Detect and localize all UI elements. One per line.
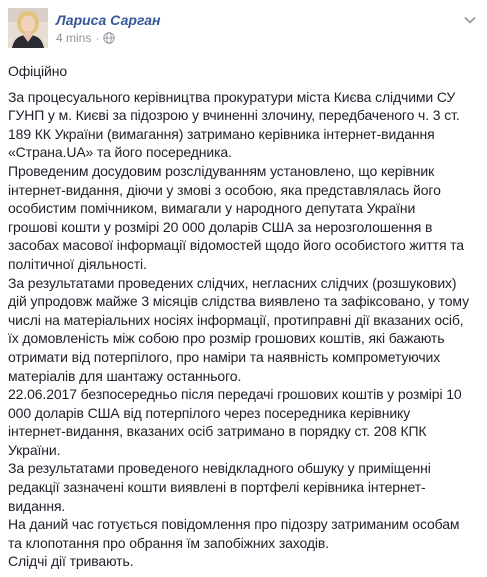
author-name[interactable]: Лариса Сарган — [56, 12, 161, 28]
post-body — [8, 62, 480, 571]
post-paragraph: За результатами проведених слідчих, негласних слідчих (розшукових) дій упродовж майже 3 місяців слідства виявлено та зафіксовано, у тому числі на матеріальних носіях інформації, протиправні дії вказаних осіб, їх домовленість між собою про розмір грошових коштів, які бажають отримати від потерпілого, про наміри та наявність компрометуючих матеріалів для шантажу останнього. — [8, 274, 469, 384]
globe-icon[interactable] — [103, 32, 115, 44]
post-paragraph: За процесуального керівництва прокуратури міста Києва слідчими СУ ГУНП у м. Києві за підозрою у вчиненні злочину, передбаченого ч. 3 ст. 189 КК України (вимагання) затримано керівника інтернет-видання «Страна.UA» та його посередника. — [8, 88, 460, 161]
separator-dot: · — [95, 31, 100, 45]
post-paragraph: Слідчі дії тривають. — [8, 553, 134, 570]
post-paragraph: 22.06.2017 безпосередньо після передачі грошових коштів у розмірі 10 000 доларів США від потерпілого через посередника керівнику інтернет-видання, вказаних осіб затримано в порядку ст. 208 КПК України. — [8, 386, 462, 458]
post-paragraph: На даний час готується повідомлення про підозру затриманим особам та клопотання про обрання їм запобіжних заходів. — [8, 516, 460, 551]
post-paragraph: Проведеним досудовим розслідуванням установлено, що керівник інтернет-видання, діючи у змові з особою, яка представлялась його особистим помічником, вимагали у народного депутата України грошові кошти у розмірі 20 000 доларів США за нерозголошення в засобах масової інформації відомостей щодо його особистого життя та політичної діяльності. — [8, 162, 464, 272]
post-paragraph: За результатами проведеного невідкладного обшуку у приміщенні редакції зазначені кошти виявлені в портфелі керівника інтернет- видання. — [8, 460, 431, 514]
chevron-down-icon[interactable] — [463, 12, 477, 22]
post-paragraph: Офіційно — [8, 63, 68, 79]
avatar[interactable] — [8, 8, 48, 48]
post-subline — [56, 31, 160, 45]
timestamp[interactable]: 4 mins — [56, 31, 92, 45]
post-meta — [56, 8, 160, 45]
post-header — [8, 8, 160, 48]
